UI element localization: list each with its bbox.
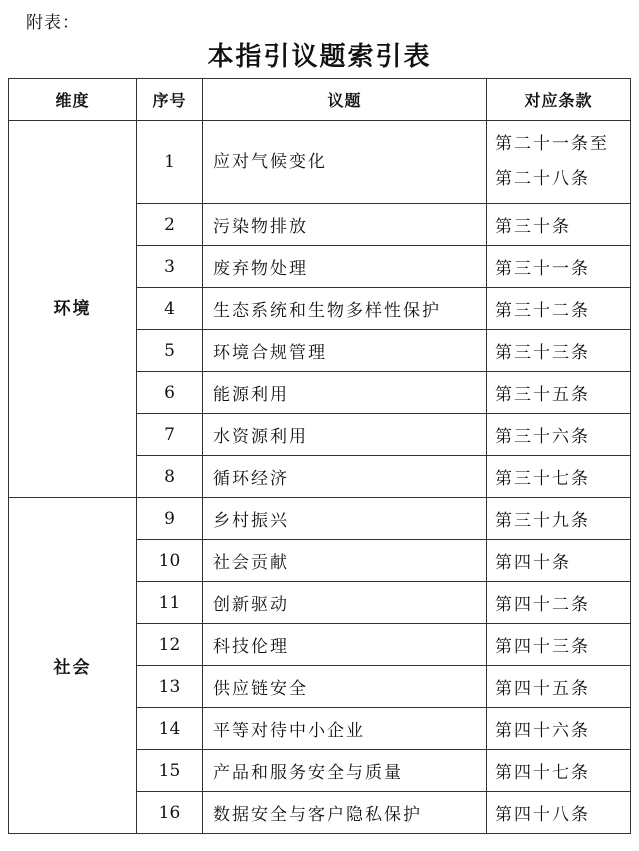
article-cell xyxy=(487,708,631,750)
number-cell: 4 xyxy=(137,288,203,330)
number-cell: 8 xyxy=(137,456,203,498)
article-cell xyxy=(487,666,631,708)
article-cell xyxy=(487,414,631,456)
header-row xyxy=(9,79,631,121)
article-line: 第四十七条 xyxy=(495,763,590,783)
table-row xyxy=(9,121,631,204)
topic-cell: 循环经济 xyxy=(203,456,487,498)
topic-cell: 创新驱动 xyxy=(203,582,487,624)
topic-cell: 平等对待中小企业 xyxy=(203,708,487,750)
topic-cell: 产品和服务安全与质量 xyxy=(203,750,487,792)
topic-cell: 社会贡献 xyxy=(203,540,487,582)
number-cell: 9 xyxy=(137,498,203,540)
article-line: 第三十六条 xyxy=(495,427,590,447)
header-dimension: 维度 xyxy=(9,79,137,121)
appendix-label: 附表： xyxy=(26,13,80,33)
number-cell: 11 xyxy=(137,582,203,624)
article-line: 第二十八条 xyxy=(495,169,590,189)
article-cell xyxy=(487,540,631,582)
topic-cell: 数据安全与客户隐私保护 xyxy=(203,792,487,834)
number-cell: 3 xyxy=(137,246,203,288)
table-header xyxy=(9,79,631,121)
number-cell: 15 xyxy=(137,750,203,792)
number-cell: 6 xyxy=(137,372,203,414)
article-line: 第四十五条 xyxy=(495,679,590,699)
topic-cell: 废弃物处理 xyxy=(203,246,487,288)
article-line: 第四十八条 xyxy=(495,805,590,825)
article-line: 第四十条 xyxy=(495,553,571,573)
number-cell: 1 xyxy=(137,121,203,204)
topic-cell: 污染物排放 xyxy=(203,204,487,246)
dimension-cell: 环境 xyxy=(9,121,137,498)
number-cell: 16 xyxy=(137,792,203,834)
article-line: 第三十七条 xyxy=(495,469,590,489)
number-cell: 2 xyxy=(137,204,203,246)
header-article: 对应条款 xyxy=(487,79,631,121)
article-cell xyxy=(487,750,631,792)
topic-index-table xyxy=(8,78,631,834)
article-line: 第四十六条 xyxy=(495,721,590,741)
topic-cell: 能源利用 xyxy=(203,372,487,414)
article-cell xyxy=(487,204,631,246)
article-cell xyxy=(487,121,631,204)
number-cell: 14 xyxy=(137,708,203,750)
article-cell xyxy=(487,372,631,414)
number-cell: 5 xyxy=(137,330,203,372)
article-cell xyxy=(487,624,631,666)
topic-cell: 环境合规管理 xyxy=(203,330,487,372)
header-number: 序号 xyxy=(137,79,203,121)
article-cell xyxy=(487,792,631,834)
article-line: 第三十二条 xyxy=(495,301,590,321)
article-cell xyxy=(487,288,631,330)
article-line: 第四十三条 xyxy=(495,637,590,657)
article-cell xyxy=(487,582,631,624)
topic-cell: 生态系统和生物多样性保护 xyxy=(203,288,487,330)
number-cell: 10 xyxy=(137,540,203,582)
article-line: 第三十一条 xyxy=(495,259,590,279)
table-row xyxy=(9,498,631,540)
number-cell: 7 xyxy=(137,414,203,456)
article-line: 第四十二条 xyxy=(495,595,590,615)
article-line: 第二十一条至 xyxy=(495,134,609,154)
topic-cell: 供应链安全 xyxy=(203,666,487,708)
header-topic: 议题 xyxy=(203,79,487,121)
page-title: 本指引议题索引表 xyxy=(207,42,432,72)
topic-cell: 乡村振兴 xyxy=(203,498,487,540)
number-cell: 12 xyxy=(137,624,203,666)
article-cell xyxy=(487,246,631,288)
number-cell: 13 xyxy=(137,666,203,708)
topic-cell: 应对气候变化 xyxy=(203,121,487,204)
topic-cell: 科技伦理 xyxy=(203,624,487,666)
article-line: 第三十九条 xyxy=(495,511,590,531)
article-line: 第三十条 xyxy=(495,217,571,237)
article-line: 第三十三条 xyxy=(495,343,590,363)
dimension-cell: 社会 xyxy=(9,498,137,834)
article-cell xyxy=(487,498,631,540)
topic-cell: 水资源利用 xyxy=(203,414,487,456)
article-cell xyxy=(487,330,631,372)
article-line: 第三十五条 xyxy=(495,385,590,405)
table-body xyxy=(9,121,631,834)
article-cell xyxy=(487,456,631,498)
